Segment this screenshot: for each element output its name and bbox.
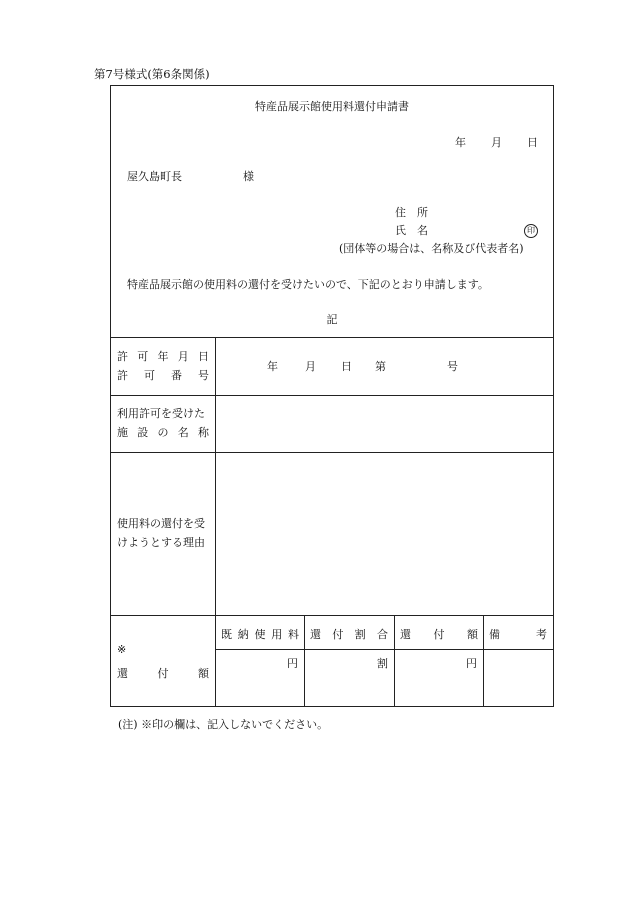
permit-number-label: 許 可 番 号 <box>117 369 209 382</box>
date-day: 日 <box>527 136 538 149</box>
date-month: 月 <box>491 136 502 149</box>
facility-label <box>117 404 209 442</box>
table-top-border <box>111 337 553 338</box>
permit-go: 号 <box>447 360 458 373</box>
permit-dai: 第 <box>375 360 386 373</box>
permit-year: 年 <box>267 360 278 373</box>
organization-note: (団体等の場合は、名称及び代表者名) <box>339 242 524 255</box>
ki-marker: 記 <box>326 313 338 326</box>
permit-date-label: 許 可 年 月 日 <box>117 350 209 363</box>
name-label: 氏 名 <box>395 224 428 237</box>
application-form <box>110 85 554 707</box>
addressee-name[interactable]: 屋久島町長 <box>127 170 182 183</box>
row-divider-3 <box>111 615 553 616</box>
form-title: 特産品展示館使用料還付申請書 <box>255 100 409 113</box>
addressee <box>127 168 254 184</box>
header-refund-rate: 還 付 割 合 <box>310 628 388 641</box>
reason-label-line1: 使用料の還付を受 <box>117 517 205 530</box>
refund-mark: ※ <box>117 643 127 656</box>
refund-amount-label: 還 付 額 <box>117 667 209 680</box>
refund-rate-field[interactable] <box>305 650 394 706</box>
footnote: (注) ※印の欄は、記入しないでください。 <box>118 718 329 731</box>
refund-rate-unit: 割 <box>377 657 388 670</box>
seal-icon <box>524 223 538 238</box>
permit-label <box>117 347 209 385</box>
addressee-honorific: 様 <box>243 170 254 183</box>
date-year: 年 <box>455 136 466 149</box>
permit-month: 月 <box>305 360 316 373</box>
reason-field[interactable] <box>216 453 553 615</box>
refund-amount-field[interactable] <box>395 650 483 706</box>
header-refund-amount: 還 付 額 <box>400 628 478 641</box>
header-remarks: 備 考 <box>489 628 547 641</box>
facility-label-line1: 利用許可を受けた <box>117 407 205 420</box>
remarks-field[interactable] <box>484 650 553 706</box>
facility-label-line2: 施 設 の 名 称 <box>117 426 209 439</box>
permit-day: 日 <box>341 360 352 373</box>
paid-fee-unit: 円 <box>287 657 298 670</box>
refund-amount-unit: 円 <box>466 657 477 670</box>
paid-fee-field[interactable] <box>216 650 304 706</box>
address-label: 住 所 <box>395 206 428 219</box>
reason-label <box>117 514 213 552</box>
form-number: 第7号様式(第6条関係) <box>94 67 210 81</box>
reason-label-line2: けようとする理由 <box>117 536 205 549</box>
seal-mark: 印 <box>524 224 538 238</box>
permit-value-field[interactable] <box>215 358 553 378</box>
facility-name-field[interactable] <box>216 396 553 452</box>
application-statement: 特産品展示館の使用料の還付を受けたいので、下記のとおり申請します。 <box>127 278 489 291</box>
header-paid-fee: 既 納 使 用 料 <box>221 628 299 641</box>
